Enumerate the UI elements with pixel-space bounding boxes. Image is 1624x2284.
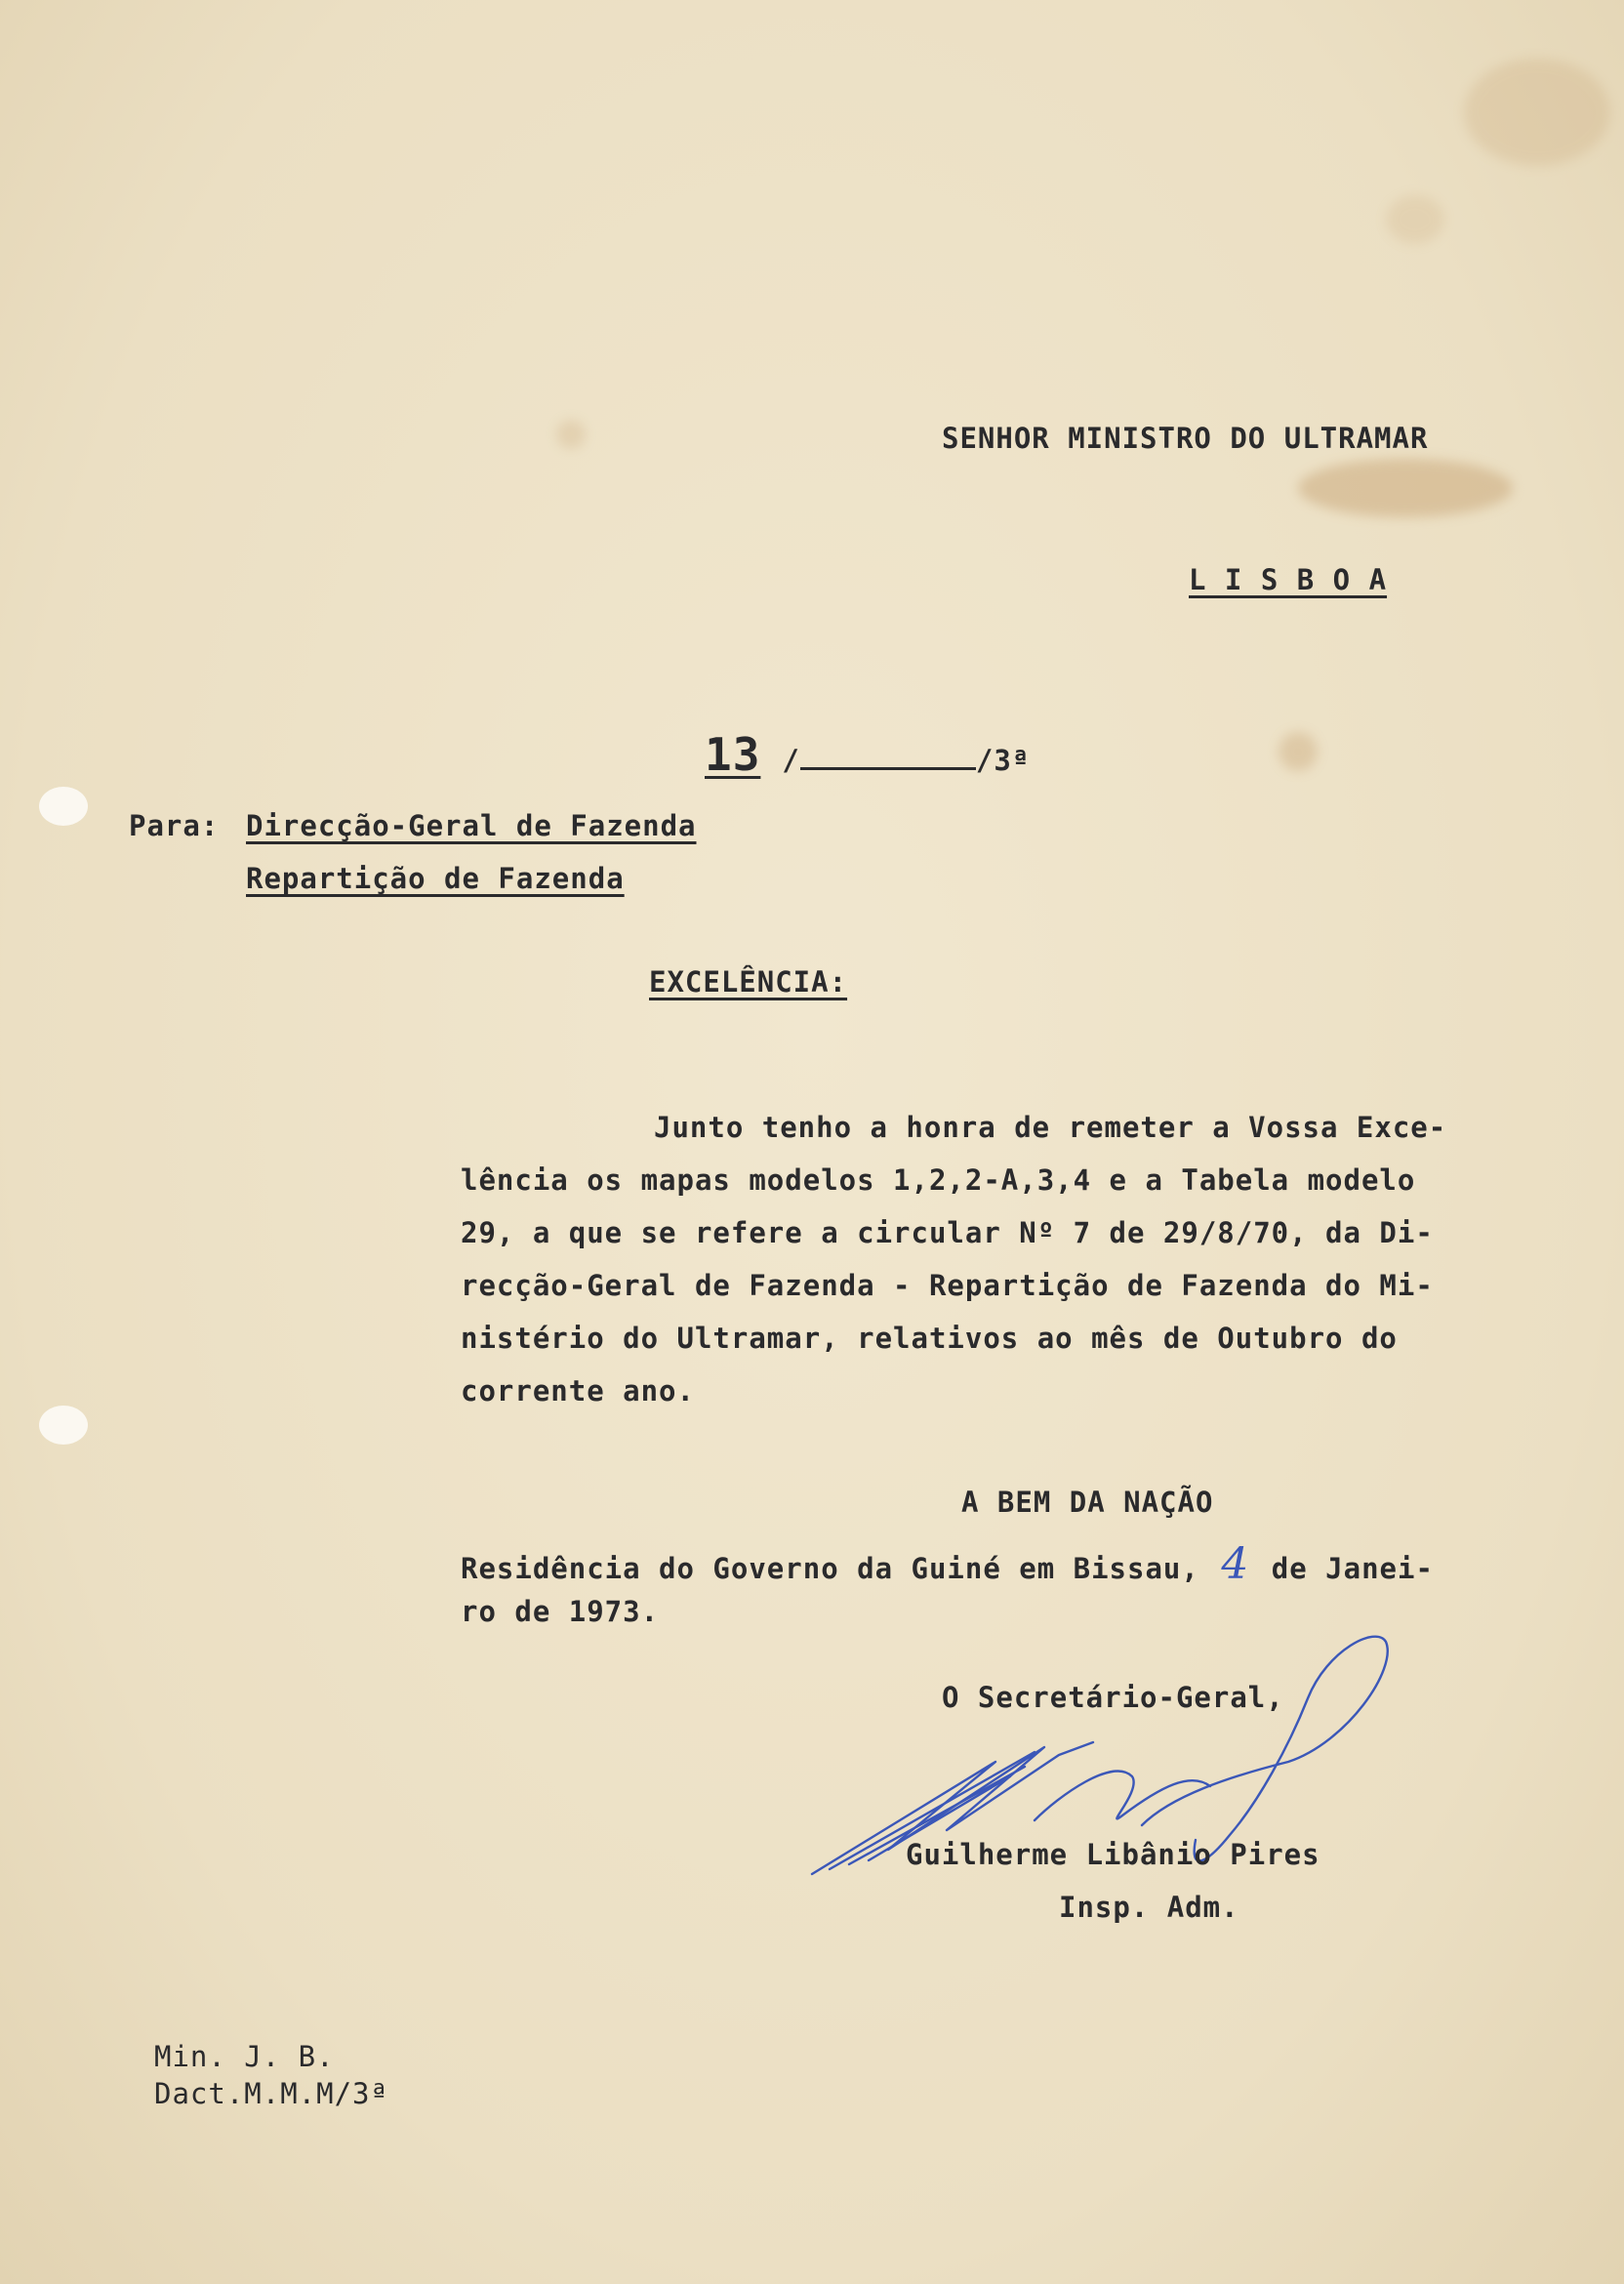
letter-body: [461, 1101, 1515, 1417]
body-line: recção-Geral de Fazenda - Repartição de Fazenda do Mi-: [461, 1269, 1434, 1302]
place-text-cont: de Janei-: [1271, 1552, 1434, 1585]
reference-blank: [800, 740, 976, 770]
handwritten-day: 4: [1221, 1539, 1250, 1589]
punch-hole: [39, 787, 88, 826]
reference-id: 13: [705, 728, 761, 781]
place-text: Residência do Governo da Guiné em Bissau,: [461, 1552, 1199, 1585]
stain: [1464, 59, 1610, 166]
stain: [556, 420, 586, 449]
addressee-line: SENHOR MINISTRO DO ULTRAMAR: [942, 422, 1429, 455]
body-line: nistério do Ultramar, relativos ao mês de Outubro do: [461, 1322, 1398, 1355]
body-line: corrente ano.: [461, 1374, 695, 1407]
punch-hole: [39, 1406, 88, 1445]
para-section: Repartição de Fazenda: [246, 862, 625, 895]
date-line: ro de 1973.: [461, 1595, 660, 1628]
body-line: lência os mapas modelos 1,2,2-A,3,4 e a Tabela modelo: [461, 1163, 1416, 1197]
para-label: Para:: [129, 809, 220, 842]
reference-separator: /: [782, 744, 800, 777]
signatory-title: Insp. Adm.: [1059, 1891, 1239, 1924]
stain: [1386, 195, 1444, 244]
para-department: Direcção-Geral de Fazenda: [246, 809, 697, 842]
closing-motto: A BEM DA NAÇÃO: [961, 1486, 1214, 1519]
salutation: EXCELÊNCIA:: [649, 965, 848, 999]
reference-number: [683, 728, 1031, 781]
reference-suffix: /3ª: [975, 744, 1031, 777]
signatory-role: O Secretário-Geral,: [942, 1681, 1284, 1714]
body-line: Junto tenho a honra de remeter a Vossa Exce-: [654, 1111, 1447, 1144]
place-date-line: [461, 1539, 1434, 1589]
body-line: 29, a que se refere a circular Nº 7 de 29/8/70, da Di-: [461, 1216, 1434, 1249]
stain: [1279, 732, 1318, 771]
addressee-city: L I S B O A: [1189, 563, 1388, 596]
stain: [1298, 459, 1513, 517]
footer-typist: Dact.M.M.M/3ª: [154, 2077, 388, 2110]
footer-initials: Min. J. B.: [154, 2040, 335, 2073]
signatory-name: Guilherme Libânio Pires: [906, 1838, 1320, 1871]
